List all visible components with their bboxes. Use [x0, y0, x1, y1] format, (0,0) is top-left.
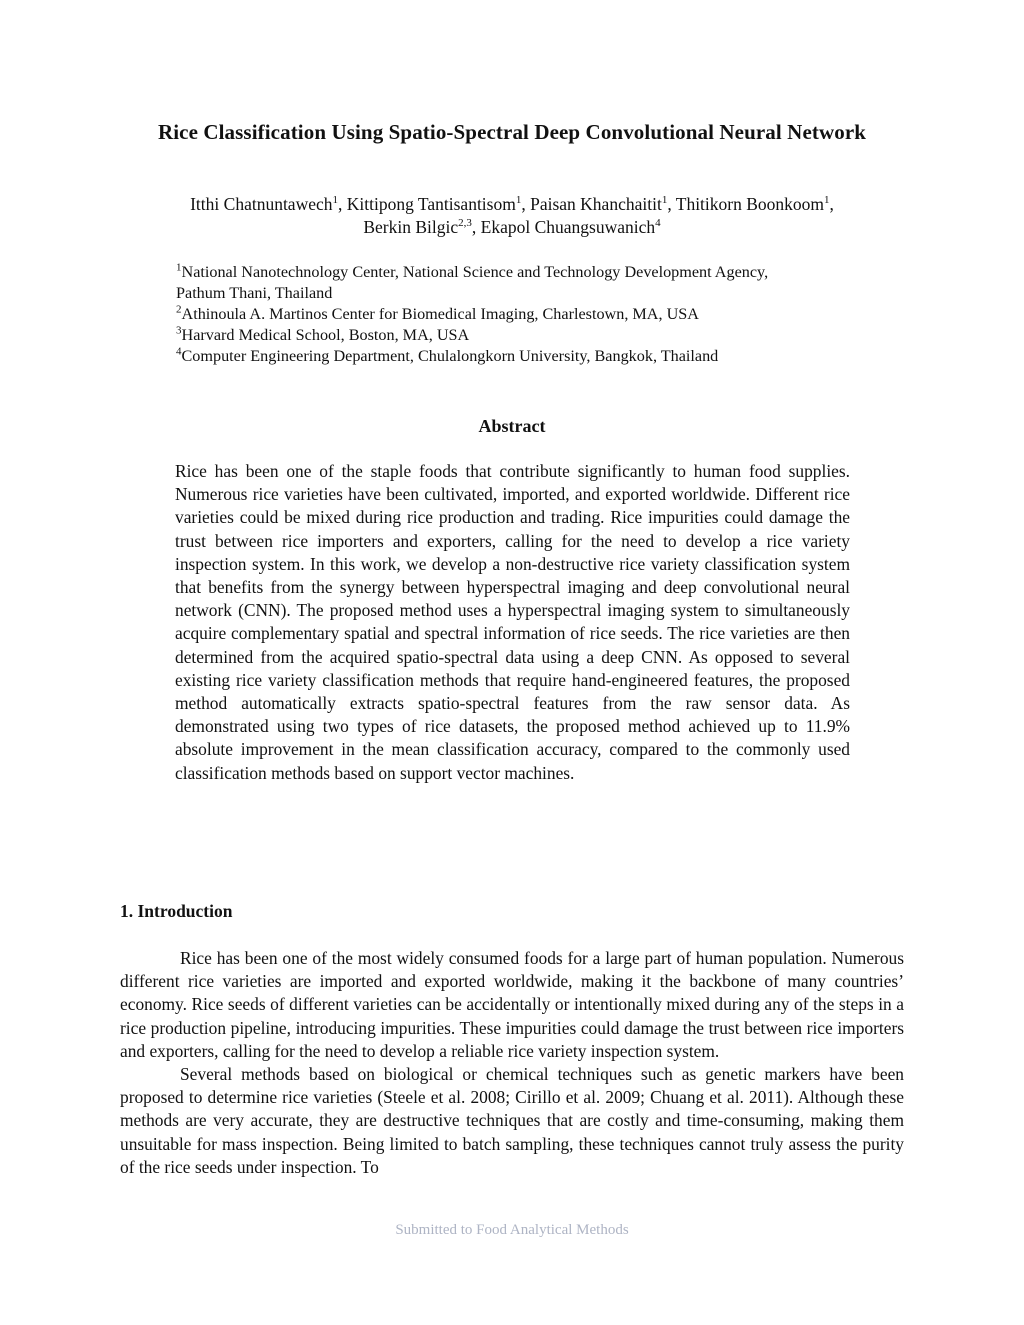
author-affil-sup: 1 — [515, 194, 522, 207]
author-affil-sup: 1 — [661, 194, 668, 207]
author-line-1 — [100, 193, 924, 216]
affiliation-sup: 3 — [176, 324, 182, 337]
affiliation-text: Computer Engineering Department, Chulalongkorn University, Bangkok, Thailand — [181, 347, 719, 365]
author-affil-sup: 2,3 — [458, 217, 472, 230]
affiliation-sup: 2 — [176, 303, 182, 316]
author-name: Kittipong Tantisantisom — [346, 194, 516, 214]
affiliation-text: Athinoula A. Martinos Center for Biomedical Imaging, Charlestown, MA, USA — [181, 305, 699, 323]
author-name: Thitikorn Boonkoom — [675, 194, 825, 214]
affiliation-text: Harvard Medical School, Boston, MA, USA — [181, 326, 470, 344]
paragraph: Several methods based on biological or chemical techniques such as genetic markers have been proposed to determine rice varieties (Steele et al. 2008; Cirillo et al. 2009; Chuang et al. 2011). Although these methods are very accurate, they are destructive techniques that are costly and time-consuming, making them unsuitable for mass inspection. Being limited to batch sampling, these techniques cannot truly assess the purity of the rice seeds under inspection. To — [120, 1064, 904, 1177]
abstract-body: Rice has been one of the staple foods that contribute significantly to human food supplies. Numerous rice varieties have been cultivated, imported, and exported worldwide. Different rice varieties could be mixed during rice production and trading. Rice impurities could damage the trust between rice importers and exporters, calling for the need to develop a rice variety inspection system. In this work, we develop a non-destructive rice variety classification system that benefits from the synergy between hyperspectral imaging and deep convolutional neural network (CNN). The proposed method uses a hyperspectral imaging system to simultaneously acquire complementary spatial and spectral information of rice seeds. The rice varieties are then determined from the acquired spatio-spectral data using a deep CNN. As opposed to several existing rice variety classification methods that require hand-engineered features, the proposed method automatically extracts spatio-spectral features from the raw sensor data. As demonstrated using two types of rice datasets, the proposed method achieved up to 11.9% absolute improvement in the mean classification accuracy, compared to the commonly used classification methods based on support vector machines. — [175, 461, 850, 783]
author-separator: , — [829, 194, 834, 214]
introduction-body — [120, 947, 904, 1179]
author-separator: , — [667, 194, 676, 214]
affiliation-text: National Nanotechnology Center, National Science and Technology Development Agency, — [181, 263, 769, 281]
section-heading-introduction: 1. Introduction — [120, 901, 233, 921]
footer-note: Submitted to Food Analytical Methods — [395, 1222, 629, 1238]
author-name: Paisan Khanchaitit — [530, 194, 662, 214]
affiliation-item — [176, 346, 896, 367]
author-affil-sup: 4 — [655, 217, 661, 230]
paper-title: Rice Classification Using Spatio-Spectral Deep Convolutional Neural Network — [157, 120, 867, 144]
affiliation-list — [176, 262, 896, 367]
abstract-heading: Abstract — [478, 416, 546, 436]
paragraph: Rice has been one of the most widely consumed foods for a large part of human population. Numerous different rice varieties are imported and exported worldwide, making it the backbone of many countries’ economy. Rice seeds of different varieties can be accidentally or intentionally mixed during any of the steps in a rice production pipeline, introducing impurities. These impurities could damage the trust between rice importers and exporters, calling for the need to develop a reliable rice variety inspection system. — [120, 948, 904, 1061]
affiliation-item — [176, 304, 896, 325]
author-separator: , — [338, 194, 347, 214]
author-name: Ekapol Chuangsuwanich — [480, 217, 656, 237]
author-affil-sup: 1 — [332, 194, 339, 207]
author-line-2 — [100, 216, 924, 239]
affiliation-item — [176, 325, 896, 346]
author-separator: , — [471, 217, 481, 237]
author-list — [100, 193, 924, 239]
author-name: Berkin Bilgic — [363, 217, 459, 237]
affiliation-sup: 4 — [176, 345, 182, 358]
author-separator: , — [521, 194, 531, 214]
affiliation-sup: 1 — [176, 261, 182, 274]
affiliation-item — [176, 262, 896, 283]
author-name: Itthi Chatnuntawech — [190, 194, 333, 214]
affiliation-continuation: Pathum Thani, Thailand — [176, 284, 333, 302]
author-affil-sup: 1 — [824, 194, 830, 207]
